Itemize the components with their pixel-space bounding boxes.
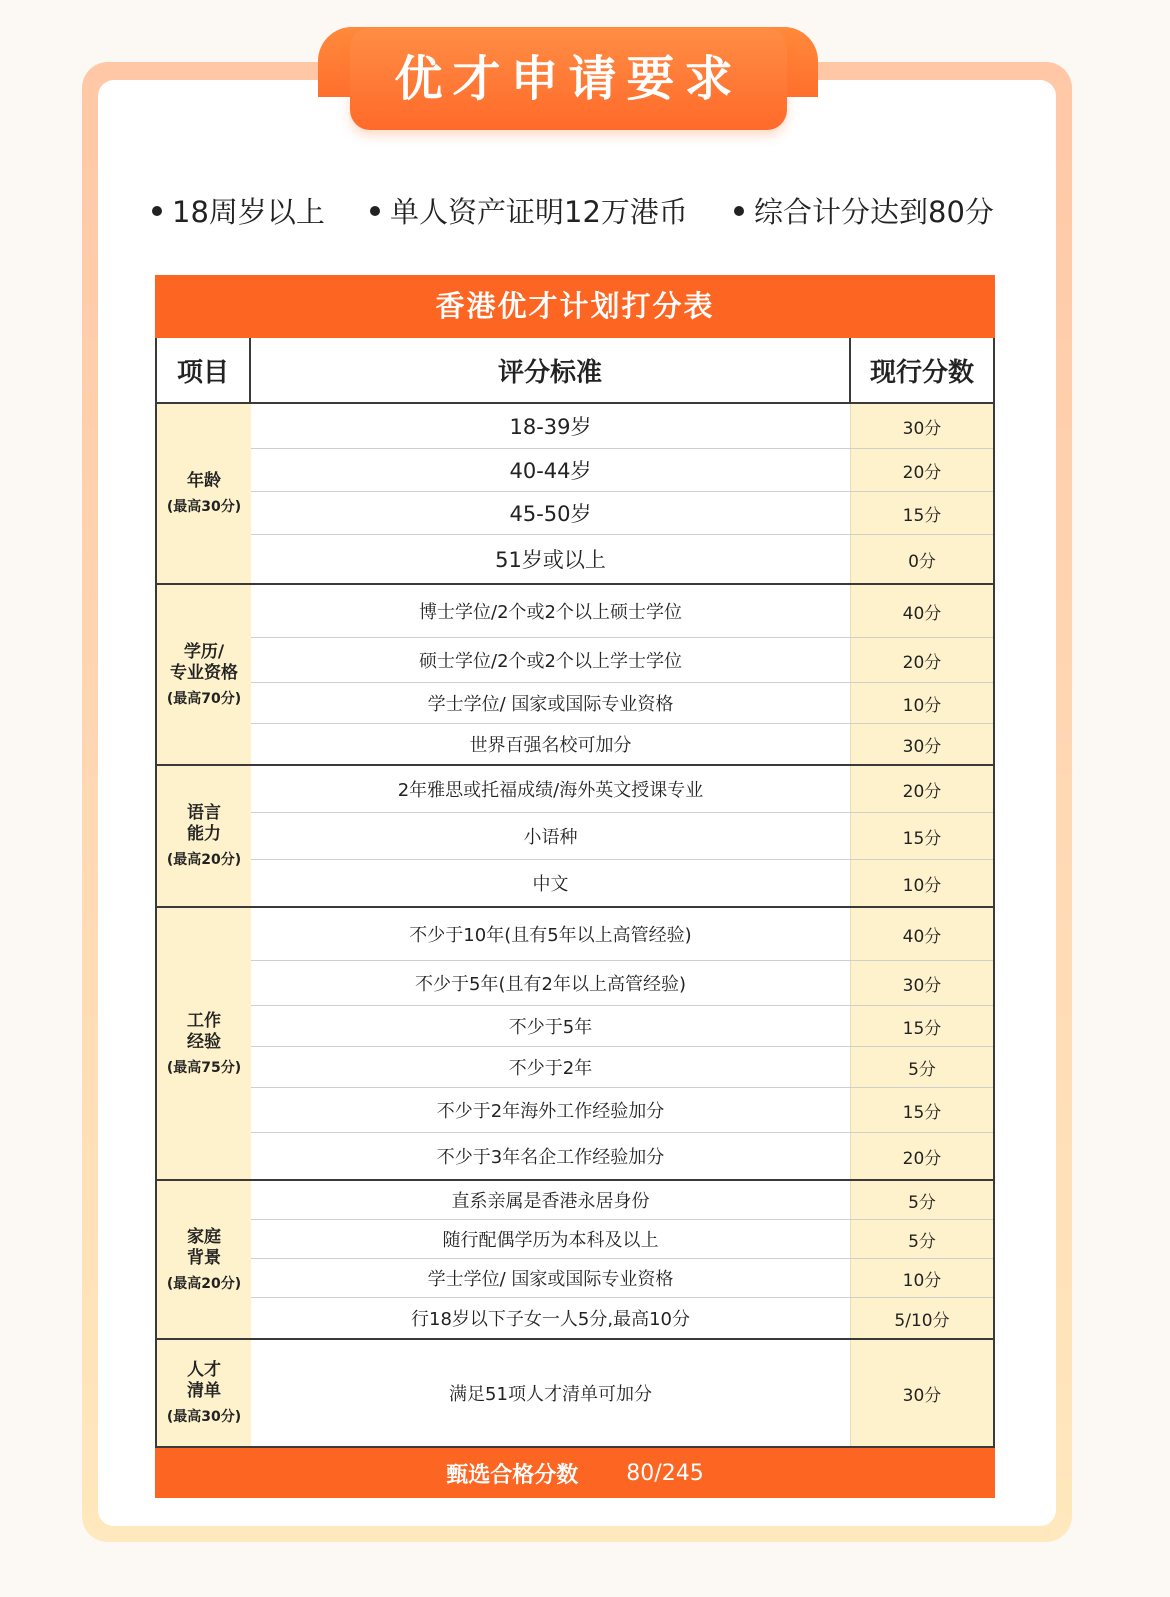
requirement-text: 综合计分达到80分 <box>754 195 994 229</box>
criterion-cell: 行18岁以下子女一人5分,最高10分 <box>251 1298 850 1338</box>
group-rows <box>251 908 993 1179</box>
group-category: 年龄 <box>187 471 221 491</box>
table-group <box>157 908 993 1181</box>
criterion-cell: 51岁或以上 <box>251 535 850 583</box>
table-footer <box>155 1448 995 1498</box>
table-row <box>251 724 993 764</box>
requirement-text: 18周岁以上 <box>172 195 325 229</box>
group-max-score: (最高20分) <box>166 1275 242 1292</box>
criterion-cell: 不少于3年名企工作经验加分 <box>251 1133 850 1179</box>
score-cell: 30分 <box>850 404 993 448</box>
score-cell: 20分 <box>850 766 993 812</box>
score-table <box>155 275 995 1498</box>
score-cell: 20分 <box>850 638 993 682</box>
requirement-assets <box>370 190 688 231</box>
criterion-cell: 40-44岁 <box>251 449 850 491</box>
table-row <box>251 813 993 860</box>
table-row <box>251 404 993 449</box>
table-row <box>251 449 993 492</box>
score-cell: 20分 <box>850 449 993 491</box>
bullet-icon <box>152 206 162 216</box>
table-row <box>251 1298 993 1338</box>
group-category: 工作 经验 <box>187 1010 221 1052</box>
table-row <box>251 683 993 724</box>
table-row <box>251 1181 993 1220</box>
table-row <box>251 860 993 906</box>
table-row <box>251 766 993 813</box>
table-row <box>251 1133 993 1179</box>
group-max-score: (最高75分) <box>166 1059 242 1076</box>
criterion-cell: 不少于10年(且有5年以上高管经验) <box>251 908 850 960</box>
group-rows <box>251 585 993 764</box>
score-cell: 15分 <box>850 1088 993 1132</box>
score-cell: 15分 <box>850 492 993 534</box>
group-max-score: (最高70分) <box>166 690 242 707</box>
group-max-score: (最高20分) <box>166 852 242 868</box>
table-row <box>251 961 993 1006</box>
table-row <box>251 1047 993 1088</box>
table-row <box>251 535 993 583</box>
table-row <box>251 585 993 638</box>
group-rows <box>251 1340 993 1446</box>
group-category-cell <box>157 404 251 583</box>
criterion-cell: 中文 <box>251 860 850 906</box>
score-cell: 30分 <box>850 724 993 764</box>
group-rows <box>251 1181 993 1338</box>
bullet-icon <box>734 206 744 216</box>
criterion-cell: 学士学位/ 国家或国际专业资格 <box>251 683 850 723</box>
table-row <box>251 492 993 535</box>
criterion-cell: 18-39岁 <box>251 404 850 448</box>
table-group <box>157 1340 993 1446</box>
table-group <box>157 404 993 585</box>
group-category-cell <box>157 585 251 764</box>
score-cell: 40分 <box>850 908 993 960</box>
score-cell: 5分 <box>850 1181 993 1219</box>
table-row <box>251 908 993 961</box>
footer-value: 80/245 <box>626 1460 704 1486</box>
criterion-cell: 不少于5年(且有2年以上高管经验) <box>251 961 850 1005</box>
table-row <box>251 1088 993 1133</box>
table-header <box>157 338 993 404</box>
criterion-cell: 不少于2年海外工作经验加分 <box>251 1088 850 1132</box>
score-cell: 30分 <box>850 1340 993 1446</box>
group-rows <box>251 404 993 583</box>
score-cell: 30分 <box>850 961 993 1005</box>
score-cell: 15分 <box>850 813 993 859</box>
group-category-cell <box>157 908 251 1179</box>
group-rows <box>251 766 993 906</box>
criterion-cell: 随行配偶学历为本科及以上 <box>251 1220 850 1258</box>
criterion-cell: 小语种 <box>251 813 850 859</box>
requirement-text: 单人资产证明12万港币 <box>390 195 688 229</box>
table-row <box>251 1340 993 1446</box>
table-group <box>157 1181 993 1340</box>
group-category-cell <box>157 1181 251 1338</box>
requirement-score <box>734 190 994 231</box>
score-cell: 0分 <box>850 535 993 583</box>
criterion-cell: 直系亲属是香港永居身份 <box>251 1181 850 1219</box>
requirement-age <box>152 190 325 231</box>
group-category: 语言 能力 <box>187 803 221 844</box>
group-category-cell <box>157 1340 251 1446</box>
score-cell: 10分 <box>850 860 993 906</box>
group-max-score: (最高30分) <box>166 1409 242 1425</box>
group-category: 学历/ 专业资格 <box>170 641 238 683</box>
criterion-cell: 学士学位/ 国家或国际专业资格 <box>251 1259 850 1297</box>
criterion-cell: 2年雅思或托福成绩/海外英文授课专业 <box>251 766 850 812</box>
criterion-cell: 45-50岁 <box>251 492 850 534</box>
criterion-cell: 不少于2年 <box>251 1047 850 1087</box>
score-cell: 5分 <box>850 1047 993 1087</box>
score-cell: 5/10分 <box>850 1298 993 1338</box>
criterion-cell: 博士学位/2个或2个以上硕士学位 <box>251 585 850 637</box>
group-max-score: (最高30分) <box>166 499 242 515</box>
table-body <box>157 404 993 1446</box>
score-cell: 10分 <box>850 1259 993 1297</box>
score-cell: 15分 <box>850 1006 993 1046</box>
group-category: 人才 清单 <box>187 1360 221 1401</box>
table-group <box>157 766 993 908</box>
table-title: 香港优才计划打分表 <box>155 275 995 338</box>
table-row <box>251 1220 993 1259</box>
score-cell: 40分 <box>850 585 993 637</box>
bullet-icon <box>370 206 380 216</box>
header-criteria: 评分标准 <box>251 338 851 402</box>
header-item: 项目 <box>157 338 251 402</box>
table-row <box>251 1259 993 1298</box>
table-group <box>157 585 993 766</box>
table-row <box>251 638 993 683</box>
footer-label: 甄选合格分数 <box>446 1462 579 1488</box>
criterion-cell: 硕士学位/2个或2个以上学士学位 <box>251 638 850 682</box>
score-cell: 20分 <box>850 1133 993 1179</box>
group-category: 家庭 背景 <box>187 1226 221 1268</box>
score-cell: 10分 <box>850 683 993 723</box>
table-grid <box>155 338 995 1448</box>
criterion-cell: 不少于5年 <box>251 1006 850 1046</box>
score-cell: 5分 <box>850 1220 993 1258</box>
table-row <box>251 1006 993 1047</box>
group-category-cell <box>157 766 251 906</box>
criterion-cell: 世界百强名校可加分 <box>251 724 850 764</box>
criterion-cell: 满足51项人才清单可加分 <box>251 1340 850 1446</box>
header-score: 现行分数 <box>869 357 974 388</box>
page-title: 优才申请要求 <box>350 28 787 130</box>
